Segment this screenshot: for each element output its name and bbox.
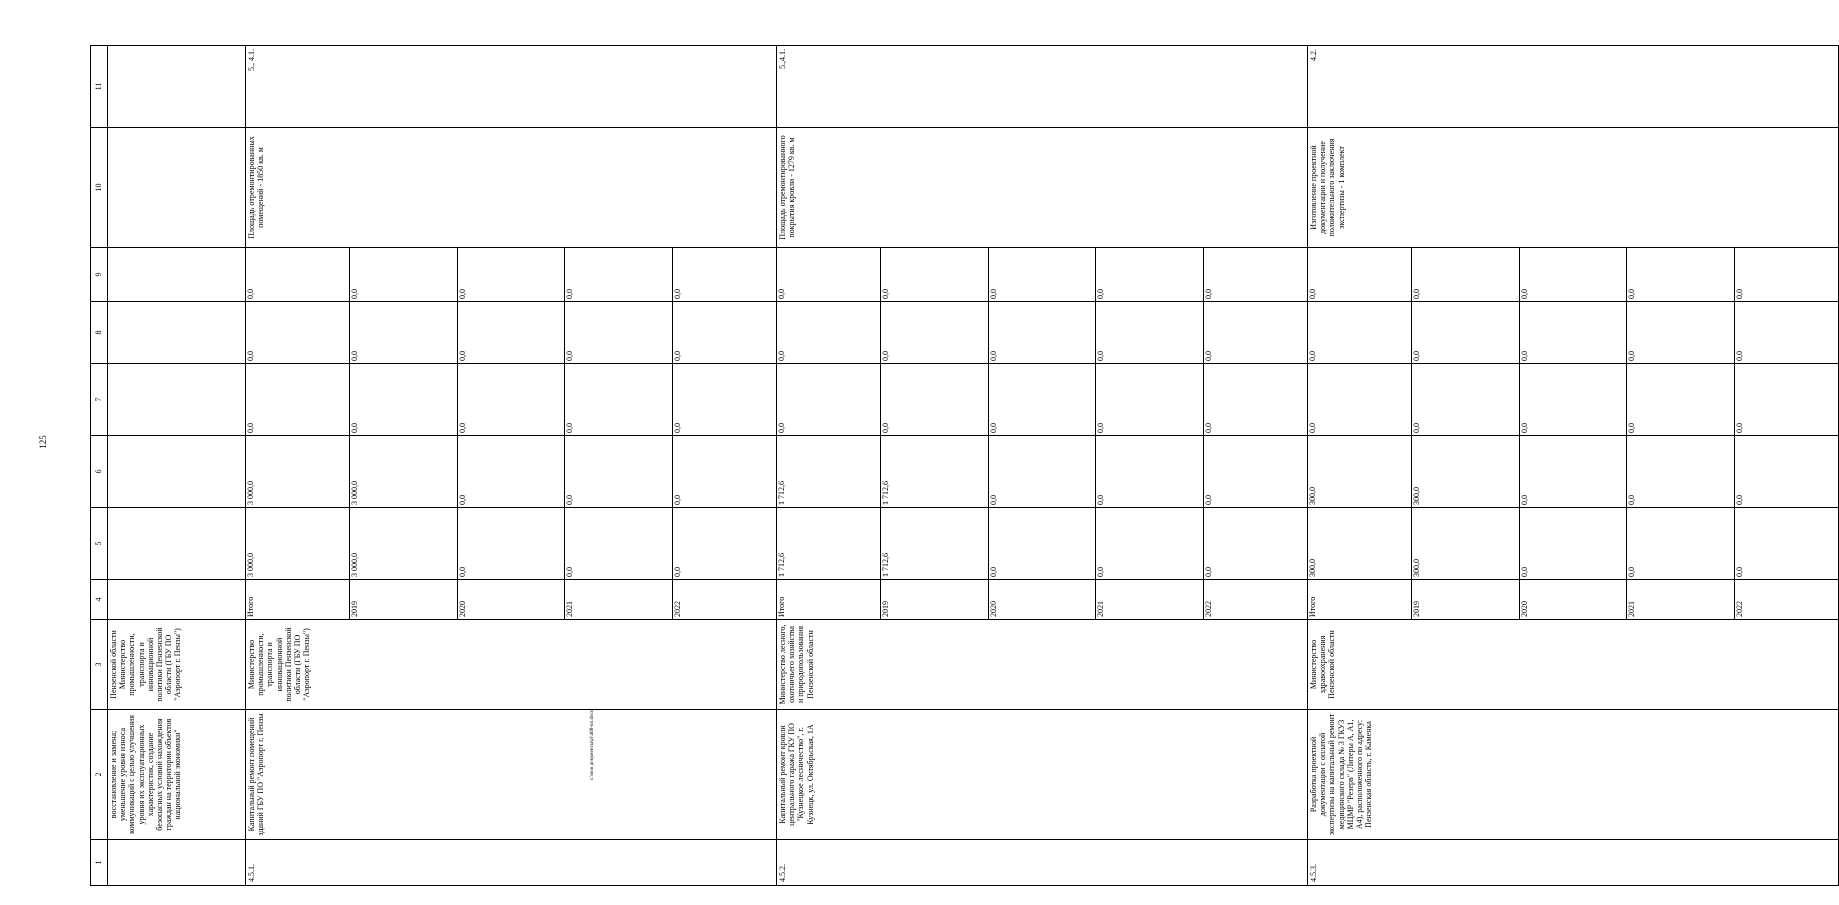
inner-row <box>1308 364 1411 435</box>
header-cell: 11 <box>91 46 108 128</box>
header-cell: 4 <box>91 580 108 620</box>
inner-row <box>777 436 880 507</box>
value-cell: 0,0 <box>1204 289 1214 299</box>
cell-name: восстановление и замена; уменьшение уровня износа коммуникаций с целью улучшения уровня их эксплуатационных характеристик, создание безопасных условий нахождения граждан на территории объектов национальной экономики" <box>108 710 246 840</box>
inner-values <box>777 508 1307 579</box>
inner-values <box>777 248 1307 301</box>
value-cell: 0,0 <box>1519 364 1627 435</box>
footer-path: c:\мои документы\pi\468-пп.docx <box>590 709 595 780</box>
inner-row <box>777 508 880 579</box>
inner-row <box>880 508 988 579</box>
value-cell: 0,0 <box>988 436 1096 507</box>
inner-row <box>777 248 880 301</box>
value-cell: 2019 <box>1411 580 1519 619</box>
cell-c9 <box>246 248 777 302</box>
value-cell: 0,0 <box>1096 508 1204 579</box>
inner-row <box>1096 364 1204 435</box>
value-cell: 1 712,6 <box>777 508 880 579</box>
header-cell: 1 <box>91 840 108 886</box>
header-cell: 7 <box>91 364 108 436</box>
inner-row <box>880 248 988 301</box>
cell-years <box>1308 580 1839 620</box>
inner-row <box>1204 364 1307 435</box>
value-cell: Итого <box>777 580 880 619</box>
inner-row <box>1627 508 1735 579</box>
cell-empty <box>108 436 246 508</box>
cell-c6 <box>777 436 1308 508</box>
value-cell: 0,0 <box>1411 364 1519 435</box>
value-cell: 0,0 <box>1627 508 1735 579</box>
value-cell: 0,0 <box>246 302 349 363</box>
value-cell: Итого <box>1308 580 1411 619</box>
cell-c8 <box>246 302 777 364</box>
cell-indicator: Изготовление проектной документации и получение положительного заключения экспертизы - 1 комплект <box>1308 128 1839 248</box>
value-cell: Итого <box>246 580 349 619</box>
cell-link: 5.,4.1. <box>777 46 1308 128</box>
inner-row <box>1735 508 1838 579</box>
value-cell: 2022 <box>1735 601 1745 617</box>
inner-row <box>1627 302 1735 363</box>
inner-row <box>1519 436 1627 507</box>
inner-row <box>1308 508 1411 579</box>
value-cell: 0,0 <box>673 351 683 361</box>
value-cell: 0,0 <box>349 248 457 301</box>
cell-c7 <box>246 364 777 436</box>
value-cell: 0,0 <box>1411 248 1519 301</box>
value-cell: 3 000,0 <box>246 508 349 579</box>
inner-values <box>777 580 1307 619</box>
value-cell: 0,0 <box>457 248 565 301</box>
header-cell: 10 <box>91 128 108 248</box>
value-cell: 0,0 <box>880 302 988 363</box>
value-cell: 0,0 <box>1627 248 1735 301</box>
value-cell: 3 000,0 <box>349 508 457 579</box>
value-cell: 0,0 <box>1308 248 1411 301</box>
cell-c9 <box>1308 248 1839 302</box>
value-cell: 0,0 <box>1519 302 1627 363</box>
cell-years <box>246 580 777 620</box>
inner-row <box>988 580 1096 619</box>
inner-row <box>246 436 349 507</box>
value-cell: 2020 <box>988 580 1096 619</box>
inner-row <box>777 302 880 363</box>
inner-row <box>349 436 457 507</box>
inner-row <box>457 580 565 619</box>
value-cell: 0,0 <box>565 364 673 435</box>
inner-row <box>1411 302 1519 363</box>
value-cell: 3 000,0 <box>246 436 349 507</box>
value-cell: 0,0 <box>777 302 880 363</box>
inner-row <box>1308 580 1411 619</box>
inner-row <box>246 248 349 301</box>
value-cell: 0,0 <box>246 364 349 435</box>
inner-row <box>457 364 565 435</box>
value-cell: 0,0 <box>673 289 683 299</box>
cell-executor: Пензенской области Министерство промышленности, транспорта и инновационной политики Пензенской области (ГБУ ПО "Аэропорт г. Пензы") <box>108 620 246 710</box>
cell-c5 <box>246 508 777 580</box>
inner-row <box>565 248 673 301</box>
inner-row <box>1096 508 1204 579</box>
inner-row <box>1411 248 1519 301</box>
cell-name: Капитальный ремонт кровли центрального гаража ГКУ ПО "Кузнецкое лесничество", г. Кузнецк, ул. Октябрьская, 1А <box>777 710 1308 840</box>
inner-row <box>246 580 349 619</box>
inner-row <box>1627 580 1735 619</box>
table-row <box>777 46 1308 886</box>
header-cell: 6 <box>91 436 108 508</box>
value-cell: 1 712,6 <box>880 436 988 507</box>
cell-empty <box>108 508 246 580</box>
inner-values <box>777 364 1307 435</box>
inner-row <box>1627 248 1735 301</box>
inner-row <box>1519 248 1627 301</box>
inner-values <box>1308 436 1838 507</box>
cell-c8 <box>1308 302 1839 364</box>
inner-row <box>673 302 776 363</box>
inner-row <box>565 302 673 363</box>
value-cell: 0,0 <box>457 508 565 579</box>
inner-row <box>1519 508 1627 579</box>
inner-values <box>246 580 776 619</box>
value-cell: 0,0 <box>1308 364 1411 435</box>
header-cell: 5 <box>91 508 108 580</box>
value-cell: 0,0 <box>777 248 880 301</box>
cell-num: 4.5.3. <box>1308 840 1839 886</box>
inner-row <box>1308 248 1411 301</box>
value-cell: 0,0 <box>880 248 988 301</box>
value-cell: 2021 <box>1627 580 1735 619</box>
value-cell: 2022 <box>1204 601 1214 617</box>
inner-values <box>1308 580 1838 619</box>
header-row <box>91 46 108 886</box>
value-cell: 0,0 <box>1096 436 1204 507</box>
cell-name: Разработка проектной документации с оплатой экспертизы на капитальный ремонт медицинского склада № 3 ГКУЗ МЦМР "Резерв" (Литеры А, А1, А4), расположенного по адресу: Пензенская область, г. Каменка <box>1308 710 1839 840</box>
value-cell: 0,0 <box>673 423 683 433</box>
cell-link: 5., 4.1. <box>246 46 777 128</box>
value-cell: 2020 <box>1519 580 1627 619</box>
inner-row <box>880 364 988 435</box>
inner-row <box>1411 436 1519 507</box>
inner-row <box>880 580 988 619</box>
inner-row <box>565 580 673 619</box>
inner-row <box>673 436 776 507</box>
value-cell: 0,0 <box>988 508 1096 579</box>
inner-row <box>246 508 349 579</box>
inner-values <box>1308 508 1838 579</box>
value-cell: 0,0 <box>1627 364 1735 435</box>
value-cell: 0,0 <box>565 508 673 579</box>
value-cell: 0,0 <box>673 567 683 577</box>
program-table <box>90 45 1839 886</box>
value-cell: 0,0 <box>1096 248 1204 301</box>
inner-row <box>777 364 880 435</box>
inner-row <box>988 364 1096 435</box>
inner-row <box>457 508 565 579</box>
inner-row <box>1735 248 1838 301</box>
value-cell: 0,0 <box>457 302 565 363</box>
value-cell: 300,0 <box>1308 508 1411 579</box>
inner-row <box>1096 436 1204 507</box>
value-cell: 0,0 <box>1204 423 1214 433</box>
cell-c7 <box>777 364 1308 436</box>
value-cell: 0,0 <box>246 248 349 301</box>
cell-num: 4.5.1. <box>246 840 777 886</box>
inner-row <box>1519 364 1627 435</box>
value-cell: 2021 <box>1096 580 1204 619</box>
cell-empty <box>108 302 246 364</box>
inner-values <box>1308 364 1838 435</box>
value-cell: 0,0 <box>457 436 565 507</box>
inner-row <box>246 364 349 435</box>
inner-row <box>880 436 988 507</box>
value-cell: 0,0 <box>349 364 457 435</box>
inner-values <box>246 508 776 579</box>
cell-c6 <box>1308 436 1839 508</box>
value-cell: 1 712,6 <box>777 436 880 507</box>
value-cell: 300,0 <box>1411 436 1519 507</box>
cell-c5 <box>777 508 1308 580</box>
rotated-table-container <box>90 46 1745 886</box>
value-cell: 0,0 <box>565 248 673 301</box>
inner-row <box>880 302 988 363</box>
value-cell: 1 712,6 <box>880 508 988 579</box>
inner-row <box>1096 580 1204 619</box>
inner-row <box>457 436 565 507</box>
inner-row <box>673 580 776 619</box>
inner-row <box>1411 580 1519 619</box>
inner-values <box>246 248 776 301</box>
inner-row <box>565 508 673 579</box>
value-cell: 0,0 <box>1096 364 1204 435</box>
cell-c5 <box>1308 508 1839 580</box>
cell-indicator: Площадь отремонтированного покрытия кровли - 1279 кв. м <box>777 128 1308 248</box>
value-cell: 2019 <box>349 580 457 619</box>
inner-row <box>1308 436 1411 507</box>
cell-c9 <box>777 248 1308 302</box>
cell-executor: Министерство промышленности, транспорта и инновационной политики Пензенской области (ГБУ ПО "Аэропорт г. Пензы") <box>246 620 777 710</box>
value-cell: 2020 <box>457 580 565 619</box>
inner-row <box>1308 302 1411 363</box>
cell-empty <box>108 248 246 302</box>
inner-row <box>565 436 673 507</box>
cell-empty <box>108 128 246 248</box>
inner-row <box>1411 364 1519 435</box>
header-cell: 2 <box>91 710 108 840</box>
value-cell: 0,0 <box>565 436 673 507</box>
value-cell: 300,0 <box>1308 436 1411 507</box>
cell-years <box>777 580 1308 620</box>
header-cell: 8 <box>91 302 108 364</box>
value-cell: 0,0 <box>988 248 1096 301</box>
inner-row <box>1204 302 1307 363</box>
value-cell: 0,0 <box>1735 289 1745 299</box>
value-cell: 0,0 <box>673 495 683 505</box>
inner-row <box>1735 580 1838 619</box>
inner-values <box>777 436 1307 507</box>
cell-c6 <box>246 436 777 508</box>
inner-values <box>246 302 776 363</box>
value-cell: 0,0 <box>1627 436 1735 507</box>
cell-name: Капитальный ремонт помещений зданий ГБУ ПО "Аэропорт г. Пензы <box>246 710 777 840</box>
inner-row <box>1411 508 1519 579</box>
value-cell: 0,0 <box>1204 495 1214 505</box>
inner-row <box>1627 364 1735 435</box>
cell-c7 <box>1308 364 1839 436</box>
inner-row <box>1096 302 1204 363</box>
inner-row <box>673 364 776 435</box>
page-number: 125 <box>37 435 48 449</box>
inner-values <box>1308 248 1838 301</box>
value-cell: 0,0 <box>1519 248 1627 301</box>
inner-row <box>1735 364 1838 435</box>
value-cell: 0,0 <box>1627 302 1735 363</box>
inner-row <box>565 364 673 435</box>
inner-row <box>673 508 776 579</box>
inner-row <box>1204 436 1307 507</box>
inner-row <box>1519 580 1627 619</box>
inner-row <box>1204 508 1307 579</box>
inner-row <box>988 508 1096 579</box>
value-cell: 0,0 <box>565 302 673 363</box>
value-cell: 2022 <box>673 601 683 617</box>
inner-values <box>777 302 1307 363</box>
value-cell: 0,0 <box>1204 351 1214 361</box>
value-cell: 0,0 <box>1735 495 1745 505</box>
value-cell: 0,0 <box>1735 567 1745 577</box>
value-cell: 300,0 <box>1411 508 1519 579</box>
inner-row <box>457 248 565 301</box>
value-cell: 0,0 <box>1096 302 1204 363</box>
inner-row <box>349 364 457 435</box>
value-cell: 0,0 <box>1308 302 1411 363</box>
inner-row <box>673 248 776 301</box>
inner-row <box>457 302 565 363</box>
continuation-row <box>108 46 246 886</box>
cell-num: 4.5.2. <box>777 840 1308 886</box>
value-cell: 2019 <box>880 580 988 619</box>
cell-c8 <box>777 302 1308 364</box>
inner-values <box>1308 302 1838 363</box>
value-cell: 0,0 <box>1204 567 1214 577</box>
inner-row <box>1735 436 1838 507</box>
inner-row <box>988 302 1096 363</box>
cell-executor: Министерство здравоохранения Пензенской области <box>1308 620 1839 710</box>
value-cell: 3 000,0 <box>349 436 457 507</box>
header-cell: 3 <box>91 620 108 710</box>
value-cell: 0,0 <box>1519 436 1627 507</box>
value-cell: 0,0 <box>1735 423 1745 433</box>
inner-row <box>1627 436 1735 507</box>
value-cell: 0,0 <box>988 302 1096 363</box>
cell-executor: Министерство лесного, охотничьего хозяйства и природопользования Пензенской области <box>777 620 1308 710</box>
value-cell: 0,0 <box>457 364 565 435</box>
value-cell: 0,0 <box>777 364 880 435</box>
inner-values <box>246 436 776 507</box>
value-cell: 0,0 <box>1519 508 1627 579</box>
header-cell: 9 <box>91 248 108 302</box>
inner-row <box>1096 248 1204 301</box>
cell-indicator: Площадь отремонтированных помещений - 1850 кв. м <box>246 128 777 248</box>
cell-link: 4.2. <box>1308 46 1839 128</box>
inner-row <box>1735 302 1838 363</box>
cell-empty <box>108 364 246 436</box>
value-cell: 0,0 <box>880 364 988 435</box>
inner-row <box>988 436 1096 507</box>
value-cell: 0,0 <box>349 302 457 363</box>
value-cell: 0,0 <box>1411 302 1519 363</box>
inner-row <box>777 580 880 619</box>
inner-row <box>349 248 457 301</box>
cell-empty <box>108 580 246 620</box>
table-row <box>246 46 777 886</box>
inner-row <box>246 302 349 363</box>
inner-values <box>246 364 776 435</box>
inner-row <box>1204 580 1307 619</box>
table-row <box>1308 46 1839 886</box>
inner-row <box>349 302 457 363</box>
value-cell: 0,0 <box>988 364 1096 435</box>
value-cell: 2021 <box>565 580 673 619</box>
inner-row <box>349 580 457 619</box>
inner-row <box>349 508 457 579</box>
value-cell: 0,0 <box>1735 351 1745 361</box>
inner-row <box>1204 248 1307 301</box>
inner-row <box>1519 302 1627 363</box>
inner-row <box>988 248 1096 301</box>
cell-num <box>108 840 246 886</box>
cell-empty <box>108 46 246 128</box>
